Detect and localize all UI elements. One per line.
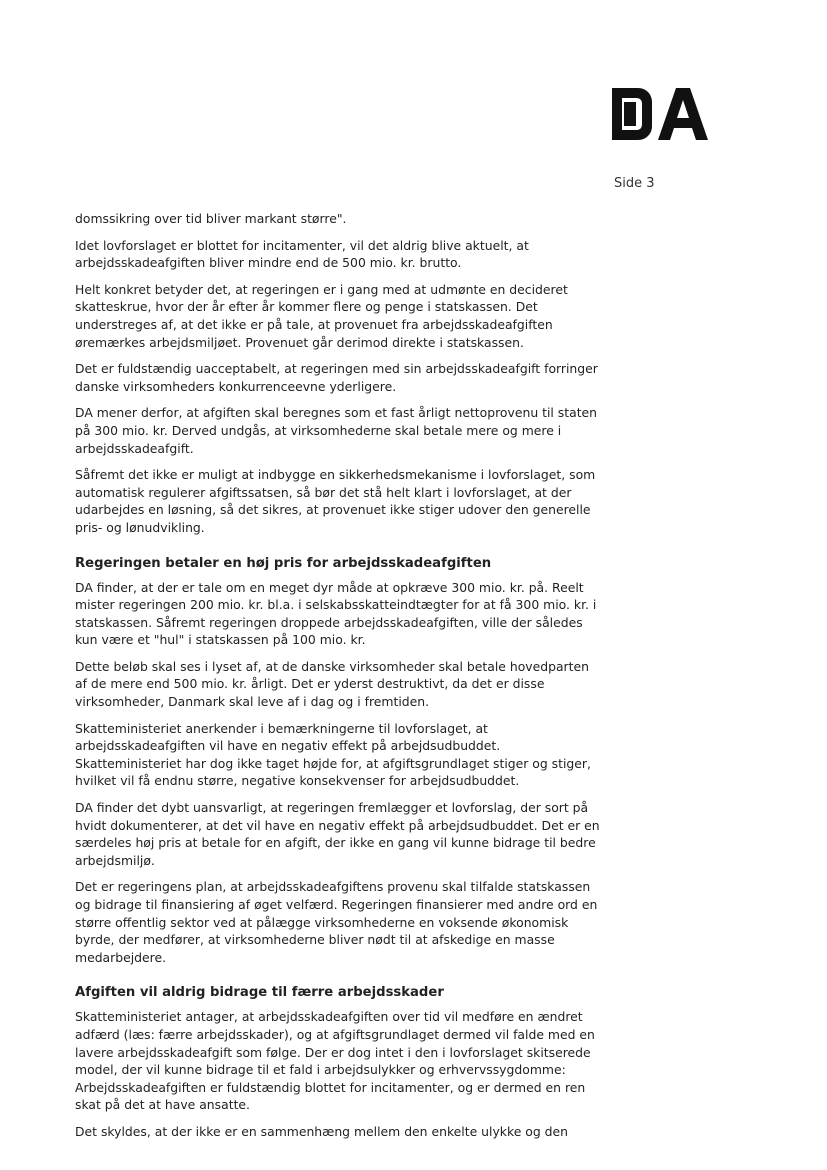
page-number: Side 3 — [614, 176, 655, 191]
da-logo-a — [658, 88, 708, 140]
paragraph: Dette beløb skal ses i lyset af, at de danske virksomheder skal betale hovedparten af de mere end 500 mio. kr. årligt. Det er yderst destruktivt, da det er disse virksomheder, Danmark skal leve af i dag og i fremtiden. — [75, 658, 589, 710]
paragraph: Det skyldes, at der ikke er en sammenhæng mellem den enkelte ulykke og den — [75, 1123, 568, 1139]
paragraph: Det er regeringens plan, at arbejdsskadeafgiftens provenu skal tilfalde statskassen og bidrage til finansiering af øget velfærd. Regeringen finansierer med andre ord en større offentlig sektor ved at pålægge virksomhederne en voksende økonomisk byrde, der medfører, at virksomhederne bliver nødt til at afskedige en masse medarbejdere. — [75, 879, 598, 965]
paragraph: DA finder, at der er tale om en meget dyr måde at opkræve 300 mio. kr. på. Reelt mister regeringen 200 mio. kr. bl.a. i selskabsskatteindtægter for at få 300 mio. kr. i statskassen. Såfremt regeringen droppede arbejdsskadeafgiften, ville der således kun være et "hul" i statskassen på 100 mio. kr. — [75, 579, 597, 648]
paragraph: domssikring over tid bliver markant større". — [75, 211, 347, 226]
paragraph: Idet lovforslaget er blottet for incitamenter, vil det aldrig blive aktuelt, at arbejdsskadeafgiften bliver mindre end de 500 mio. kr. brutto. — [75, 237, 529, 271]
da-logo-d-block — [624, 102, 636, 126]
section-heading: Afgiften vil aldrig bidrage til færre arbejdsskader — [75, 985, 444, 1001]
paragraph: DA mener derfor, at afgiften skal beregnes som et fast årligt nettoprovenu til staten på 300 mio. kr. Derved undgås, at virksomhederne skal betale mere og mere i arbejdsskadeafgift. — [75, 405, 598, 456]
paragraph: Det er fuldstændig uacceptabelt, at regeringen med sin arbejdsskadeafgift forringer danske virksomheders konkurrenceevne yderligere. — [75, 361, 598, 394]
paragraph: Skatteministeriet antager, at arbejdsskadeafgiften over tid vil medføre en ændret adfærd (læs: færre arbejdsskader), og at afgiftsgrundlaget dermed vil falde med en lavere arbejdsskadeafgift som følge. Der er dog intet i den i lovforslaget skitserede model, der vil kunne bidrage til et fald i arbejdsulykker og erhvervssygdomme: Arbejdsskadeafgiften er fuldstændig blottet for incitamenter, og er dermed en ren skat på det at have ansatte. — [75, 1009, 595, 1113]
paragraph: Helt konkret betyder det, at regeringen er i gang med at udmønte en decideret skatteskrue, hvor der år efter år kommer flere og penge i statskassen. Det understreges af, at det ikke er på tale, at provenuet fra arbejdsskadeafgiften øremærkes arbejdsmiljøet. Provenuet går derimod direkte i statskassen. — [75, 281, 568, 350]
letter-body — [75, 210, 603, 1150]
paragraph: Såfremt det ikke er muligt at indbygge en sikkerhedsmekanisme i lovforslaget, som automatisk regulerer afgiftssatsen, så bør det stå helt klart i lovforslaget, at der udarbejdes en løsning, så det sikres, at provenuet ikke stiger udover den generelle pris- og lønudvikling. — [75, 467, 596, 535]
da-logo — [612, 86, 722, 142]
paragraph: DA finder det dybt uansvarligt, at regeringen fremlægger et lovforslag, der sort på hvidt dokumenterer, at det vil have en negativ effekt på arbejdsudbuddet. Det er en særdeles høj pris at betale for en afgift, der ikke en gang vil kunne bidrage til bedre arbejdsmiljø. — [75, 800, 600, 868]
section-heading: Regeringen betaler en høj pris for arbejdsskadeafgiften — [75, 555, 492, 571]
paragraph: Skatteministeriet anerkender i bemærkningerne til lovforslaget, at arbejdsskadeafgiften vil have en negativ effekt på arbejdsudbuddet. Skatteministeriet har dog ikke taget højde for, at afgiftsgrundlaget stiger og stiger, hvilket vil få endnu større, negative konsekvenser for arbejdsudbuddet. — [75, 720, 591, 789]
